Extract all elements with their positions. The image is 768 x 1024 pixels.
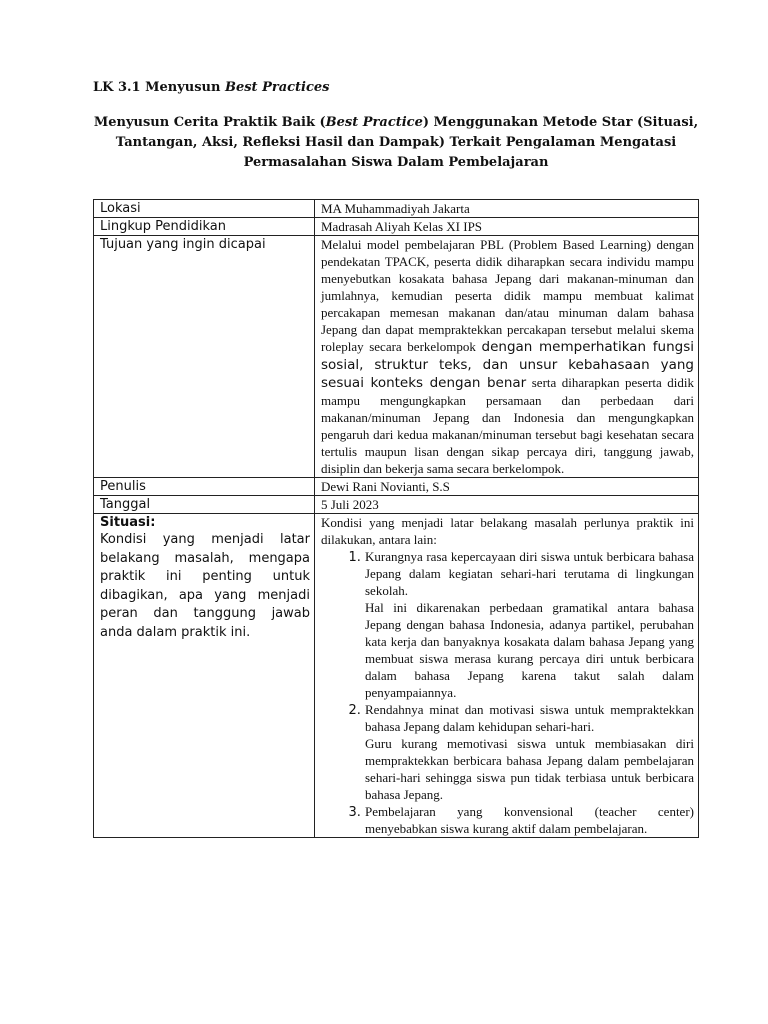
page-heading [93, 80, 330, 95]
row-situasi [94, 514, 699, 838]
label-penulis: Penulis [94, 478, 315, 496]
situasi-heading: Situasi: [100, 515, 156, 530]
label-tanggal: Tanggal [94, 496, 315, 514]
row-penulis [94, 478, 699, 496]
situasi-intro: Kondisi yang menjadi latar belakang masalah perlunya praktik ini dilakukan, antara lain: [321, 515, 694, 547]
label-lingkup: Lingkup Pendidikan [94, 218, 315, 236]
value-penulis: Dewi Rani Novianti, S.S [315, 478, 699, 496]
item-main: 1. Kurangnya rasa kepercayaan diri siswa untuk berbicara bahasa Jepang dalam kegiatan sehari-hari terutama di lingkungan sekolah. [365, 549, 694, 598]
situasi-content-cell [315, 514, 699, 838]
situasi-label-cell [94, 514, 315, 838]
label-tujuan: Tujuan yang ingin dicapai [94, 236, 315, 478]
value-tanggal: 5 Juli 2023 [315, 496, 699, 514]
document-title [93, 113, 699, 173]
tujuan-text-c: serta diharapkan peserta didik mampu mengungkapkan persamaan dan perbedaan dari makanan/minuman Jepang dan Indonesia dan mengungkapkan pengaruh dari kedua makanan/minuman tersebut bagi kesehatan secara tertulis maupun lisan dengan sikap percaya diri, tanggung jawab, disiplin dan bekerja sama secara berkelompok. [321, 375, 695, 476]
row-tujuan [94, 236, 699, 478]
value-lingkup: Madrasah Aliyah Kelas XI IPS [315, 218, 699, 236]
best-practice-table [93, 199, 699, 838]
item-detail: Hal ini dikarenakan perbedaan gramatikal antara bahasa Jepang dengan bahasa Indonesia, adanya partikel, perubahan kata kerja dan banyaknya kosakata dalam bahasa Jepang yang membuat siswa merasa kurang percaya diri untuk berbicara dalam bahasa Jepang karena takut salah dalam penyampaiannya. [365, 600, 694, 700]
tujuan-text-b: dengan memperhatikan fungsi sosial, struktur teks, dan unsur kebahasaan yang sesuai konteks dengan benar [321, 339, 694, 391]
value-lokasi: MA Muhammadiyah Jakarta [315, 200, 699, 218]
row-lingkup [94, 218, 699, 236]
list-item [365, 803, 694, 837]
tujuan-text-a: Melalui model pembelajaran PBL (Problem Based Learning) dengan pendekatan TPACK, peserta didik diharapkan secara individu mampu menyebutkan kosakata bahasa Jepang dari makanan-minuman dan jumlahnya, kemudian peserta didik mampu membuat kalimat percakapan memesan makanan dan/atau minuman dalam bahasa Jepang dan dapat mempraktekkan percakapan tersebut melalui skema roleplay secara berkelompok [321, 237, 694, 354]
item-main: 2. Rendahnya minat dan motivasi siswa untuk mempraktekkan bahasa Jepang dalam kehidupan sehari-hari. [365, 702, 694, 734]
row-tanggal [94, 496, 699, 514]
heading-prefix: LK 3.1 Menyusun [93, 80, 225, 95]
heading-italic: Best Practices [224, 80, 330, 95]
title-part2: ) Menggunakan Metode Star (Situasi, Tantangan, Aksi, Refleksi Hasil dan Dampak) Terkait Pengalaman Mengatasi Permasalahan Siswa Dalam Pembelajaran [115, 115, 699, 170]
list-item [365, 701, 694, 803]
title-italic: Best Practice [325, 115, 423, 130]
problem-list [321, 548, 694, 837]
item-main: 3. Pembelajaran yang konvensional (teacher center) menyebabkan siswa kurang aktif dalam pembelajaran. [365, 804, 694, 836]
value-tujuan [315, 236, 699, 478]
row-lokasi [94, 200, 699, 218]
item-detail: Guru kurang memotivasi siswa untuk membiasakan diri mempraktekkan berbicara bahasa Jepang dalam pembelajaran sehari-hari sehingga siswa pun tidak terbiasa untuk berbicara bahasa Jepang. [365, 736, 694, 802]
list-item [365, 548, 694, 701]
label-lokasi: Lokasi [94, 200, 315, 218]
situasi-description: Kondisi yang menjadi latar belakang masalah, mengapa praktik ini penting untuk dibagikan, apa yang menjadi peran dan tanggung jawab anda dalam praktik ini. [100, 532, 310, 640]
title-part1: Menyusun Cerita Praktik Baik ( [93, 115, 326, 130]
